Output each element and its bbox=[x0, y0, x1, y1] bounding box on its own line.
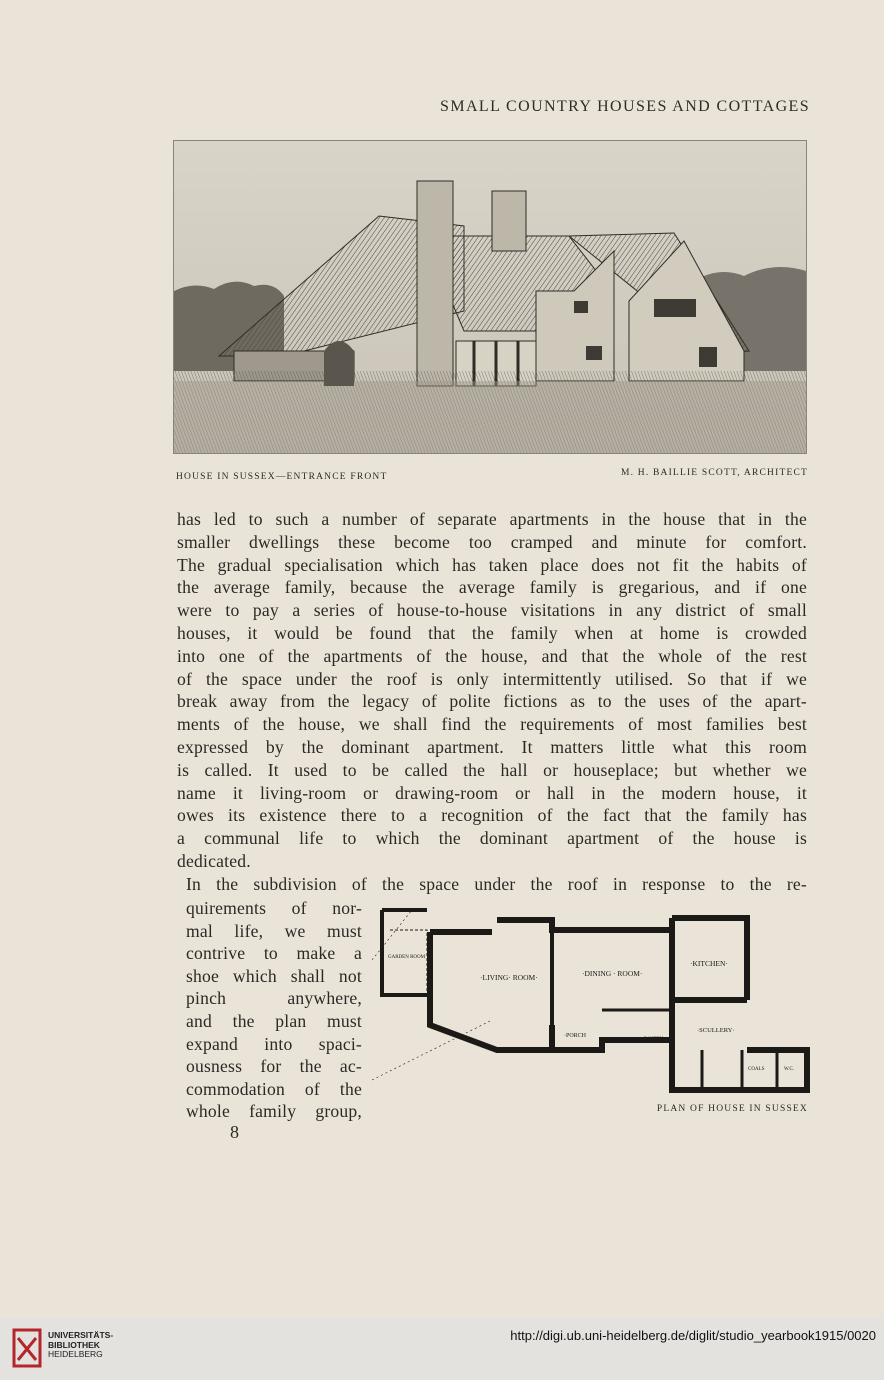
running-title: SMALL COUNTRY HOUSES AND COTTAGES bbox=[440, 98, 810, 115]
text-line: owes its existence there to a recognition of the fact that the family has bbox=[177, 805, 807, 826]
library-line-3: HEIDELBERG bbox=[48, 1349, 103, 1359]
text-line: into one of the apartments of the house, and that the whole of the rest bbox=[177, 645, 807, 666]
text-line: houses, it would be found that the family when at home is crowded bbox=[177, 622, 807, 643]
text-line: and the plan must bbox=[186, 1010, 362, 1031]
porch-label: ·PORCH bbox=[564, 1033, 587, 1039]
text-line: has led to such a number of separate apartments in the house that in the bbox=[177, 509, 807, 529]
architect-credit: M. H. BAILLIE SCOTT, ARCHITECT bbox=[620, 468, 808, 478]
text-line: break away from the legacy of polite fictions as to the uses of the apart- bbox=[177, 691, 807, 712]
pantry-label: PANTRY bbox=[644, 1037, 664, 1042]
text-line: were to pay a series of house-to-house visitations in any district of small bbox=[177, 600, 807, 621]
text-line: smaller dwellings these become too cramped and minute for comfort. bbox=[177, 531, 807, 552]
paragraph-1 bbox=[177, 508, 807, 873]
page-number: 8 bbox=[230, 1122, 239, 1142]
text-line: commodation of the bbox=[186, 1078, 362, 1099]
text-line: name it living-room or drawing-room or hall in the modern house, it bbox=[177, 782, 807, 803]
paragraph-2-column bbox=[186, 897, 362, 1123]
text-line: whole family group, bbox=[186, 1101, 362, 1122]
text-line: expressed by the dominant apartment. It matters little what this room bbox=[177, 736, 807, 757]
garden-room-label: GARDEN ROOM bbox=[388, 955, 426, 960]
paragraph-2-first-line bbox=[186, 873, 807, 896]
text-line: is called. It used to be called the hall or houseplace; but whether we bbox=[177, 759, 807, 780]
house-illustration bbox=[173, 140, 807, 454]
text-line: The gradual specialisation which has taken place does not fit the habits of bbox=[177, 554, 807, 575]
living-room-label: ·LIVING· ROOM· bbox=[480, 973, 538, 982]
library-logo-icon bbox=[10, 1326, 44, 1370]
kitchen-label: ·KITCHEN· bbox=[690, 959, 728, 968]
text-line: ousness for the ac- bbox=[186, 1056, 362, 1077]
text-line: of the space under the roof is only intermittently utilised. So that if we bbox=[177, 668, 807, 689]
text-line: In the subdivision of the space under the roof in response to the re- bbox=[186, 874, 807, 894]
text-line: the average family, because the average family is gregarious, and if one bbox=[177, 577, 807, 598]
floor-plan bbox=[372, 900, 812, 1096]
text-line: mal life, we must bbox=[186, 920, 362, 941]
text-line: quirements of nor- bbox=[186, 898, 362, 918]
source-url-link[interactable]: http://digi.ub.uni-heidelberg.de/diglit/studio_yearbook1915/0020 bbox=[510, 1328, 876, 1343]
dining-room-label: ·DINING · ROOM· bbox=[582, 969, 643, 978]
text-line: contrive to make a bbox=[186, 943, 362, 964]
text-line: shoe which shall not bbox=[186, 965, 362, 986]
wc-label: W.C. bbox=[784, 1067, 795, 1072]
text-line: ments of the house, we shall find the requirements of most families best bbox=[177, 714, 807, 735]
figure-caption: HOUSE IN SUSSEX—ENTRANCE FRONT bbox=[176, 472, 388, 482]
library-line-1: UNIVERSITÄTS- bbox=[48, 1330, 114, 1340]
text-line: expand into spaci- bbox=[186, 1033, 362, 1054]
plan-caption: PLAN OF HOUSE IN SUSSEX bbox=[656, 1104, 808, 1114]
text-line: a communal life to which the dominant apartment of the house is bbox=[177, 828, 807, 849]
scullery-label: ·SCULLERY· bbox=[697, 1027, 735, 1034]
library-name bbox=[48, 1331, 113, 1360]
coals-label: COALS bbox=[748, 1067, 765, 1072]
text-line: pinch anywhere, bbox=[186, 988, 362, 1009]
library-line-2: BIBLIOTHEK bbox=[48, 1339, 100, 1350]
text-line: dedicated. bbox=[177, 850, 251, 871]
